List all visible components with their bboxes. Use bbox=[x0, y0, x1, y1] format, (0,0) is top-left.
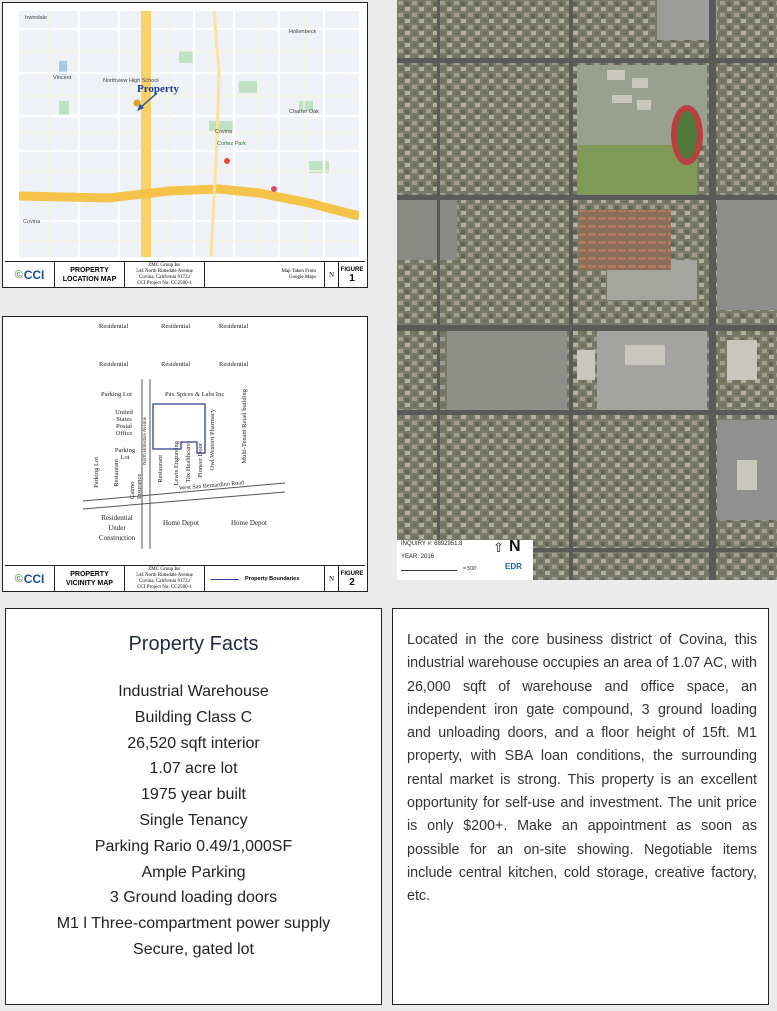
inquiry-number: INQUIRY #: 6892951.8 bbox=[401, 541, 463, 547]
vicinity-label: Residential bbox=[219, 361, 249, 368]
north-arrow-icon: N bbox=[509, 538, 521, 555]
list-item: 1.07 acre lot bbox=[149, 760, 238, 778]
list-item: Parking Rario 0.49/1,000SF bbox=[94, 837, 293, 855]
arrow-up-icon: ⇧ bbox=[493, 540, 504, 555]
list-item: Secure, gated lot bbox=[133, 940, 254, 958]
north-arrow-icon: N bbox=[325, 262, 339, 288]
vicinity-label: Residential bbox=[219, 323, 249, 330]
vicinity-label: Restaurant bbox=[113, 459, 120, 487]
property-description: Located in the core business district of Covina, this industrial warehouse occupies an area of 1.07 AC, with 26,000 sqft of warehouse and office space, an independent iron gate compound, 3 ground loading and unloading doors, and a floor height of 15ft. M1 property, with SBA loan conditions, the surrounding rental market is strong. This property is an excellent opportunity for self-use and investment. The unit price is only $200+. Make an appointment as soon as possible for an on-site showing. Negotiable items include central kitchen, cold storage, creative factory, etc. bbox=[407, 632, 757, 905]
figure-number: FIGURE 1 bbox=[340, 266, 364, 284]
vicinity-label: Parking Lot bbox=[93, 457, 100, 488]
vicinity-label: Residential bbox=[99, 361, 129, 368]
aerial-image bbox=[397, 0, 777, 580]
figure-title-line1: PROPERTY bbox=[70, 267, 109, 274]
place-label: Northview High School bbox=[103, 78, 159, 84]
legend: Property Boundaries bbox=[205, 566, 325, 592]
vicinity-map-figure bbox=[2, 316, 368, 592]
vicinity-label: Home Depot bbox=[163, 519, 199, 527]
vicinity-label: Home Depot bbox=[231, 519, 267, 527]
aerial-photo[interactable] bbox=[397, 0, 777, 580]
list-item: 26,520 sqft interior bbox=[127, 734, 260, 752]
scale-bar bbox=[401, 570, 457, 571]
map-source: Map Taken From Google Maps bbox=[205, 262, 325, 288]
aerial-year: YEAR: 2016 bbox=[401, 554, 435, 560]
property-facts-panel bbox=[5, 608, 382, 1005]
vicinity-label: Owl Western Pharmacy bbox=[209, 409, 216, 471]
vicinity-label: Residential bbox=[161, 361, 191, 368]
vicinity-label: Multi-Tenant Retail building bbox=[241, 389, 248, 464]
figure-title-line1: PROPERTY bbox=[70, 571, 109, 578]
place-label: Irwindale bbox=[25, 15, 48, 21]
property-facts-title: Property Facts bbox=[128, 633, 259, 655]
title-block bbox=[5, 261, 365, 288]
vicinity-label: Pax Spices & Labs Inc bbox=[165, 391, 225, 398]
list-item: 3 Ground loading doors bbox=[109, 889, 278, 907]
place-label: Covina bbox=[215, 129, 233, 135]
place-label: Vincent bbox=[53, 75, 72, 81]
list-item: Single Tenancy bbox=[139, 811, 248, 829]
cci-logo: © CCI bbox=[5, 566, 55, 592]
legend-line-icon bbox=[211, 579, 239, 580]
vicinity-label: Residential Under Construction bbox=[98, 514, 136, 542]
location-map[interactable] bbox=[19, 11, 359, 257]
list-item: Ample Parking bbox=[141, 863, 246, 881]
vicinity-label: Parking Lot bbox=[114, 447, 136, 461]
figure-title-line2: LOCATION MAP bbox=[62, 276, 117, 283]
place-label: Covina bbox=[23, 219, 41, 225]
vicinity-label: Pioneer Door bbox=[197, 443, 204, 478]
vicinity-label: Lewis Engraving bbox=[173, 441, 180, 486]
scale-label: = 500' bbox=[463, 566, 477, 572]
figure-number: FIGURE 2 bbox=[340, 570, 364, 588]
figure-title-line2: VICINITY MAP bbox=[66, 580, 113, 587]
place-label: Cortez Park bbox=[217, 141, 247, 147]
property-marker-label: Property bbox=[137, 83, 179, 95]
property-description-panel bbox=[392, 608, 769, 1005]
vicinity-label: Residential bbox=[99, 323, 129, 330]
place-label: Charter Oak bbox=[289, 109, 319, 115]
property-facts-list bbox=[6, 679, 381, 963]
location-map-figure bbox=[2, 2, 368, 288]
list-item: Building Class C bbox=[134, 708, 253, 726]
vicinity-label: Restaurant bbox=[157, 455, 164, 483]
edr-logo: EDR bbox=[505, 562, 522, 571]
list-item: Industrial Warehouse bbox=[118, 683, 269, 700]
cci-logo: © CCI bbox=[5, 262, 55, 288]
vicinity-label: Residential bbox=[161, 323, 191, 330]
list-item: M1 l Three-compartment power supply bbox=[56, 915, 331, 933]
street-map-graphic bbox=[19, 11, 359, 257]
list-item: 1975 year built bbox=[141, 786, 246, 804]
street-label: North Rimsdale Avenue bbox=[143, 417, 148, 465]
title-block bbox=[5, 565, 365, 592]
company-info: ZMC Group Inc 544 North Rimsdale Avenue Covina, California 91722 CCI Project No: CC2500-1 bbox=[125, 262, 205, 288]
street-label: West San Bernardino Road bbox=[178, 480, 245, 492]
vicinity-label: United States Postal Office bbox=[115, 409, 133, 437]
north-arrow-icon: N bbox=[325, 566, 339, 592]
vicinity-label: Catmo Insurance bbox=[129, 473, 143, 499]
place-label: Hollenbeck bbox=[289, 29, 317, 35]
vicinity-label: Parking Lot bbox=[101, 391, 132, 398]
vicinity-diagram-lines bbox=[3, 317, 367, 565]
company-info: ZMC Group Inc 544 North Rimsdale Avenue Covina, California 91722 CCI Project No: CC2500-1 bbox=[125, 566, 205, 592]
vicinity-label: Tax Healthcare bbox=[185, 443, 192, 483]
